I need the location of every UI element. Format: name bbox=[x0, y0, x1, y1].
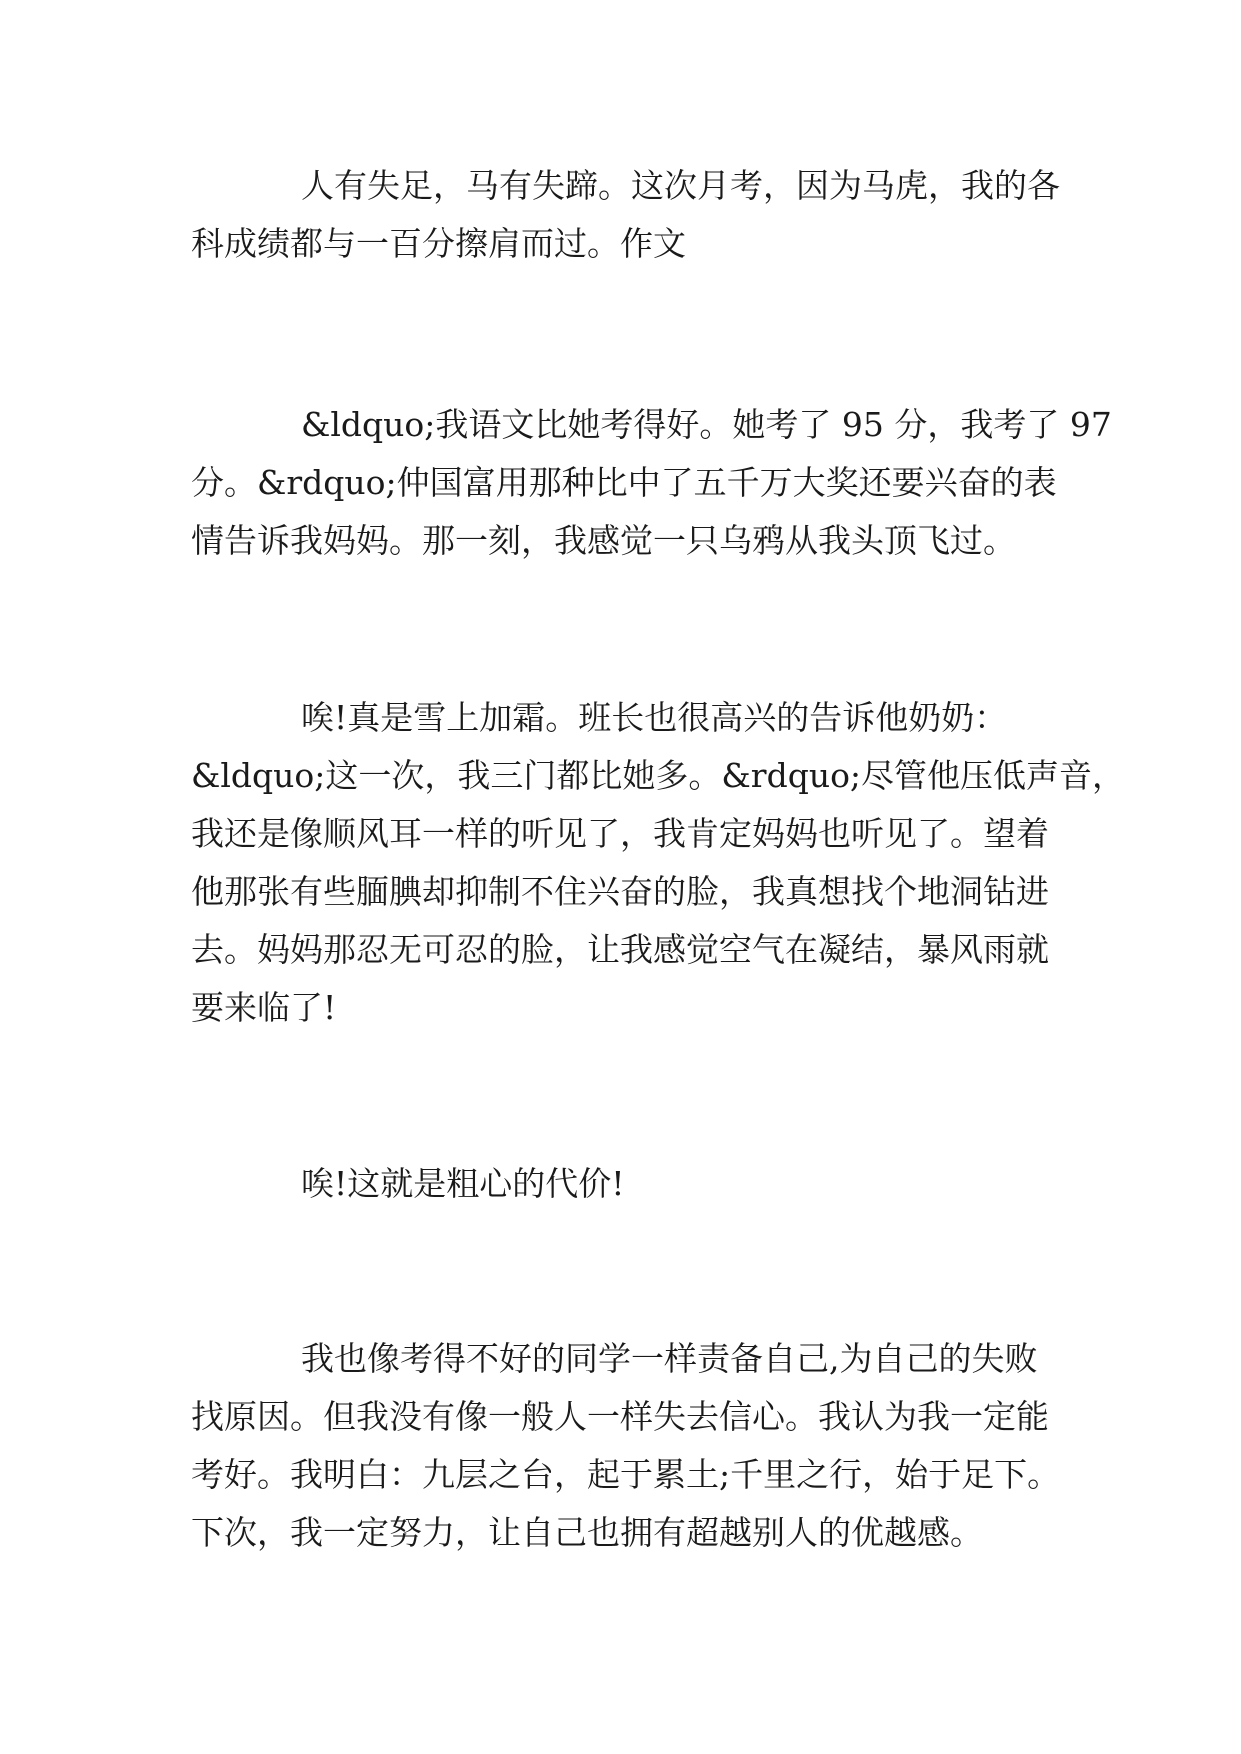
paragraph-line: 他那张有些腼腆却抑制不住兴奋的脸，我真想找个地洞钻进 bbox=[191, 872, 1049, 911]
paragraph-5 bbox=[191, 1330, 1091, 1562]
paragraph-line: 分。&rdquo;仲国富用那种比中了五千万大奖还要兴奋的表 bbox=[191, 463, 1057, 502]
paragraph-line: &ldquo;我语文比她考得好。她考了 95 分，我考了 97 bbox=[301, 405, 1112, 444]
paragraph-line: 人有失足，马有失蹄。这次月考，因为马虎，我的各 bbox=[301, 166, 1060, 205]
paragraph-line: 唉!这就是粗心的代价! bbox=[301, 1164, 625, 1203]
paragraph-line: 找原因。但我没有像一般人一样失去信心。我认为我一定能 bbox=[191, 1397, 1049, 1436]
paragraph-line: 唉!真是雪上加霜。班长也很高兴的告诉他奶奶： bbox=[301, 698, 1008, 737]
paragraph-line: 考好。我明白：九层之台，起于累土;千里之行，始于足下。 bbox=[191, 1455, 1061, 1494]
paragraph-line: 去。妈妈那忍无可忍的脸，让我感觉空气在凝结，暴风雨就 bbox=[191, 930, 1049, 969]
paragraph-3 bbox=[191, 689, 1126, 1037]
paragraph-line: &ldquo;这一次，我三门都比她多。&rdquo;尽管他压低声音， bbox=[191, 756, 1126, 795]
paragraph-line: 科成绩都与一百分擦肩而过。作文 bbox=[191, 224, 686, 263]
paragraph-2 bbox=[191, 396, 1112, 570]
paragraph-line: 要来临了! bbox=[191, 988, 337, 1027]
paragraph-line: 下次，我一定努力，让自己也拥有超越别人的优越感。 bbox=[191, 1513, 983, 1552]
paragraph-1 bbox=[191, 157, 1091, 273]
paragraph-line: 我也像考得不好的同学一样责备自己,为自己的失败 bbox=[301, 1339, 1038, 1378]
paragraph-4 bbox=[191, 1155, 1091, 1213]
paragraph-line: 我还是像顺风耳一样的听见了，我肯定妈妈也听见了。望着 bbox=[191, 814, 1049, 853]
paragraph-line: 情告诉我妈妈。那一刻，我感觉一只乌鸦从我头顶飞过。 bbox=[191, 521, 1016, 560]
